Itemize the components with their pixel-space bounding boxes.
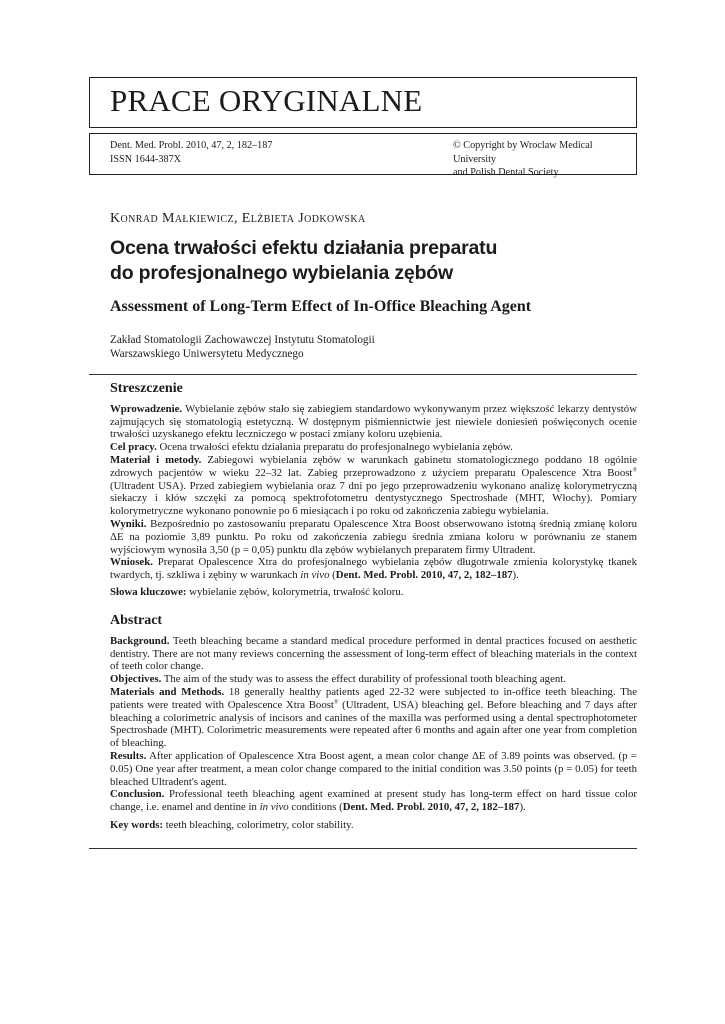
label: Key words: [110,818,164,831]
citation-block [110,139,272,166]
paragraph-text: ). [512,569,519,582]
paragraph-text: Wybielanie zębów stało się zabiegiem standardowo wykonywanym przez większość lekarzy dentystów zajmujących się stomatologią estetyczną. W dostępnym piśmiennictwie jest niewiele doniesień poświęconych ocenie trwałości uzyskanego efektu leczniczego w postaci zmiany koloru uzębienia. [110,402,637,441]
label: Słowa kluczowe: [110,585,187,598]
label: Cel pracy. [110,441,157,454]
title-polish [110,236,497,286]
affiliation-line: Zakład Stomatologii Zachowawczej Instytutu Stomatologii [110,334,375,346]
registered-mark: ® [333,699,339,706]
section-title: PRACE ORYGINALNE [110,83,423,118]
label: Materials and Methods. [110,685,225,698]
label: Conclusion. [110,788,165,801]
paragraph-text: Bezpośrednio po zastosowaniu preparatu Opalescence Xtra Boost obserwowano istotną średnią zmianę koloru ΔE na poziomie 3,89 punktu. Po roku od zakończenia zabiegu średnia zmiana koloru w porównaniu ze stanem wyjściowym wynosiła 3,50 (p = 0,05) punktu dla zębów wybielanych preparatem firmy Ultradent. [110,517,637,556]
paragraph-wyniki [110,518,637,556]
streszczenie-heading: Streszczenie [110,381,183,396]
label: Wprowadzenie. [110,402,183,415]
affiliation-line: Warszawskiego Uniwersytetu Medycznego [110,348,304,360]
title-polish-line: do profesjonalnego wybielania zębów [110,262,453,284]
keywords-pl [110,586,637,599]
paragraph-text: Preparat Opalescence Xtra do profesjonalnego wybielania zębów długotrwale zmienia kolorystykę tkanek twardych, tj. szkliwa i zębiny w warunkach [110,556,637,582]
label: Results. [110,749,147,762]
paragraph-wprowadzenie [110,403,637,441]
paragraph-background [110,635,637,673]
italic-text: in vivo [300,569,330,582]
italic-text: in vivo [259,801,289,814]
journal-meta-box [89,133,637,178]
abstract-heading: Abstract [110,613,163,628]
citation-bold: Dent. Med. Probl. 2010, 47, 2, 182–187 [342,801,520,814]
label: Objectives. [110,673,162,686]
title-polish-line: Ocena trwałości efektu działania preparatu [110,237,498,259]
label: Wyniki. [110,517,147,530]
paragraph-material [110,454,637,518]
paragraph-text: Ocena trwałości efektu działania preparatu do profesjonalnego wybielania zębów. [156,441,513,454]
paragraph-text: Professional teeth bleaching agent examined at present study has long-term effect on hard tissue color change, i.e. enamel and dentine in [110,788,637,814]
abstract-section [110,615,637,832]
label: Wniosek. [110,556,153,569]
paragraph-text: ( [329,569,336,582]
paragraph-text: Zabiegowi wybielania zębów w warunkach gabinetu stomatologicznego poddano 18 ogólnie zdrowych pacjentów w wieku 22–32 lat. Zabieg przeprowadzono z użyciem preparatu Opalescence Xtra Boost [110,453,637,479]
journal-citation: Dent. Med. Probl. 2010, 47, 2, 182–187 [110,140,273,151]
paragraph-text: 18 generally healthy patients aged 22-32 were subjected to in-office teeth bleaching. The patients were treated with Opalescence Xtra Boost [110,685,637,711]
paragraph-text: conditions ( [288,801,343,814]
copyright-line: and Polish Dental Society [453,167,559,178]
paragraph-text: (Ultradent, USA) bleaching gel. Before bleaching and 7 days after bleaching a colorimetric analysis of incisors and canines of the maxilla was performed using a dental spectrophotometer Spectroshade (MHT). Colorimetric measurements were repeated after 6 months and again after one year from completion of bleaching. [110,698,637,750]
divider [89,848,637,849]
keywords-text: wybielanie zębów, kolorymetria, trwałość koloru. [186,585,404,598]
affiliation [110,333,375,361]
copyright-line: © Copyright by Wroclaw Medical University [453,140,593,165]
paragraph-conclusion [110,788,637,814]
paragraph-wniosek [110,556,637,582]
paragraph-results [110,750,637,788]
journal-issn: ISSN 1644-387X [110,153,182,165]
streszczenie-section [110,383,637,599]
paragraph-objectives [110,673,637,686]
divider [89,374,637,375]
paragraph-text: The aim of the study was to assess the effect durability of professional tooth bleaching agent. [161,673,566,686]
label: Background. [110,634,170,647]
registered-mark: ® [632,467,637,474]
authors: Konrad Małkiewicz, Elżbieta Jodkowska [110,211,366,226]
copyright-block [453,139,636,180]
citation-bold: Dent. Med. Probl. 2010, 47, 2, 182–187 [335,569,513,582]
paragraph-text: (Ultradent USA). Przed zabiegiem wybielania oraz 7 dni po jego przeprowadzeniu wykonano analizę kolorymetryczną siekaczy i kłów szczęki za pomocą spektrofotometru dentystycznego Spectroshade (MHT, Włochy). Pomiary kolorymetryczne wykonano ponownie po 6 miesiącach i po roku od zakończenia zabiegu wybielania. [110,479,637,518]
paragraph-text: ). [519,801,526,814]
label: Materiał i metody. [110,453,202,466]
paragraph-cel [110,441,637,454]
title-english: Assessment of Long-Term Effect of In-Office Bleaching Agent [110,298,532,315]
paragraph-methods [110,686,637,750]
keywords-en [110,819,637,832]
paragraph-text: After application of Opalescence Xtra Boost agent, a mean color change ΔE of 3.89 points was observed. (p = 0.05) One year after treatment, a mean color change compared to the initial condition was 3.50 points (p = 0.05) for teeth bleached Ultradent's agent. [110,749,637,788]
paragraph-text: Teeth bleaching became a standard medical procedure performed in dental practices focused on aesthetic dentistry. There are not many reviews concerning the assessment of long-term effect of bleaching materials in the context of teeth color change. [110,634,637,673]
keywords-text: teeth bleaching, colorimetry, color stability. [163,818,354,831]
section-header-box [89,77,637,128]
